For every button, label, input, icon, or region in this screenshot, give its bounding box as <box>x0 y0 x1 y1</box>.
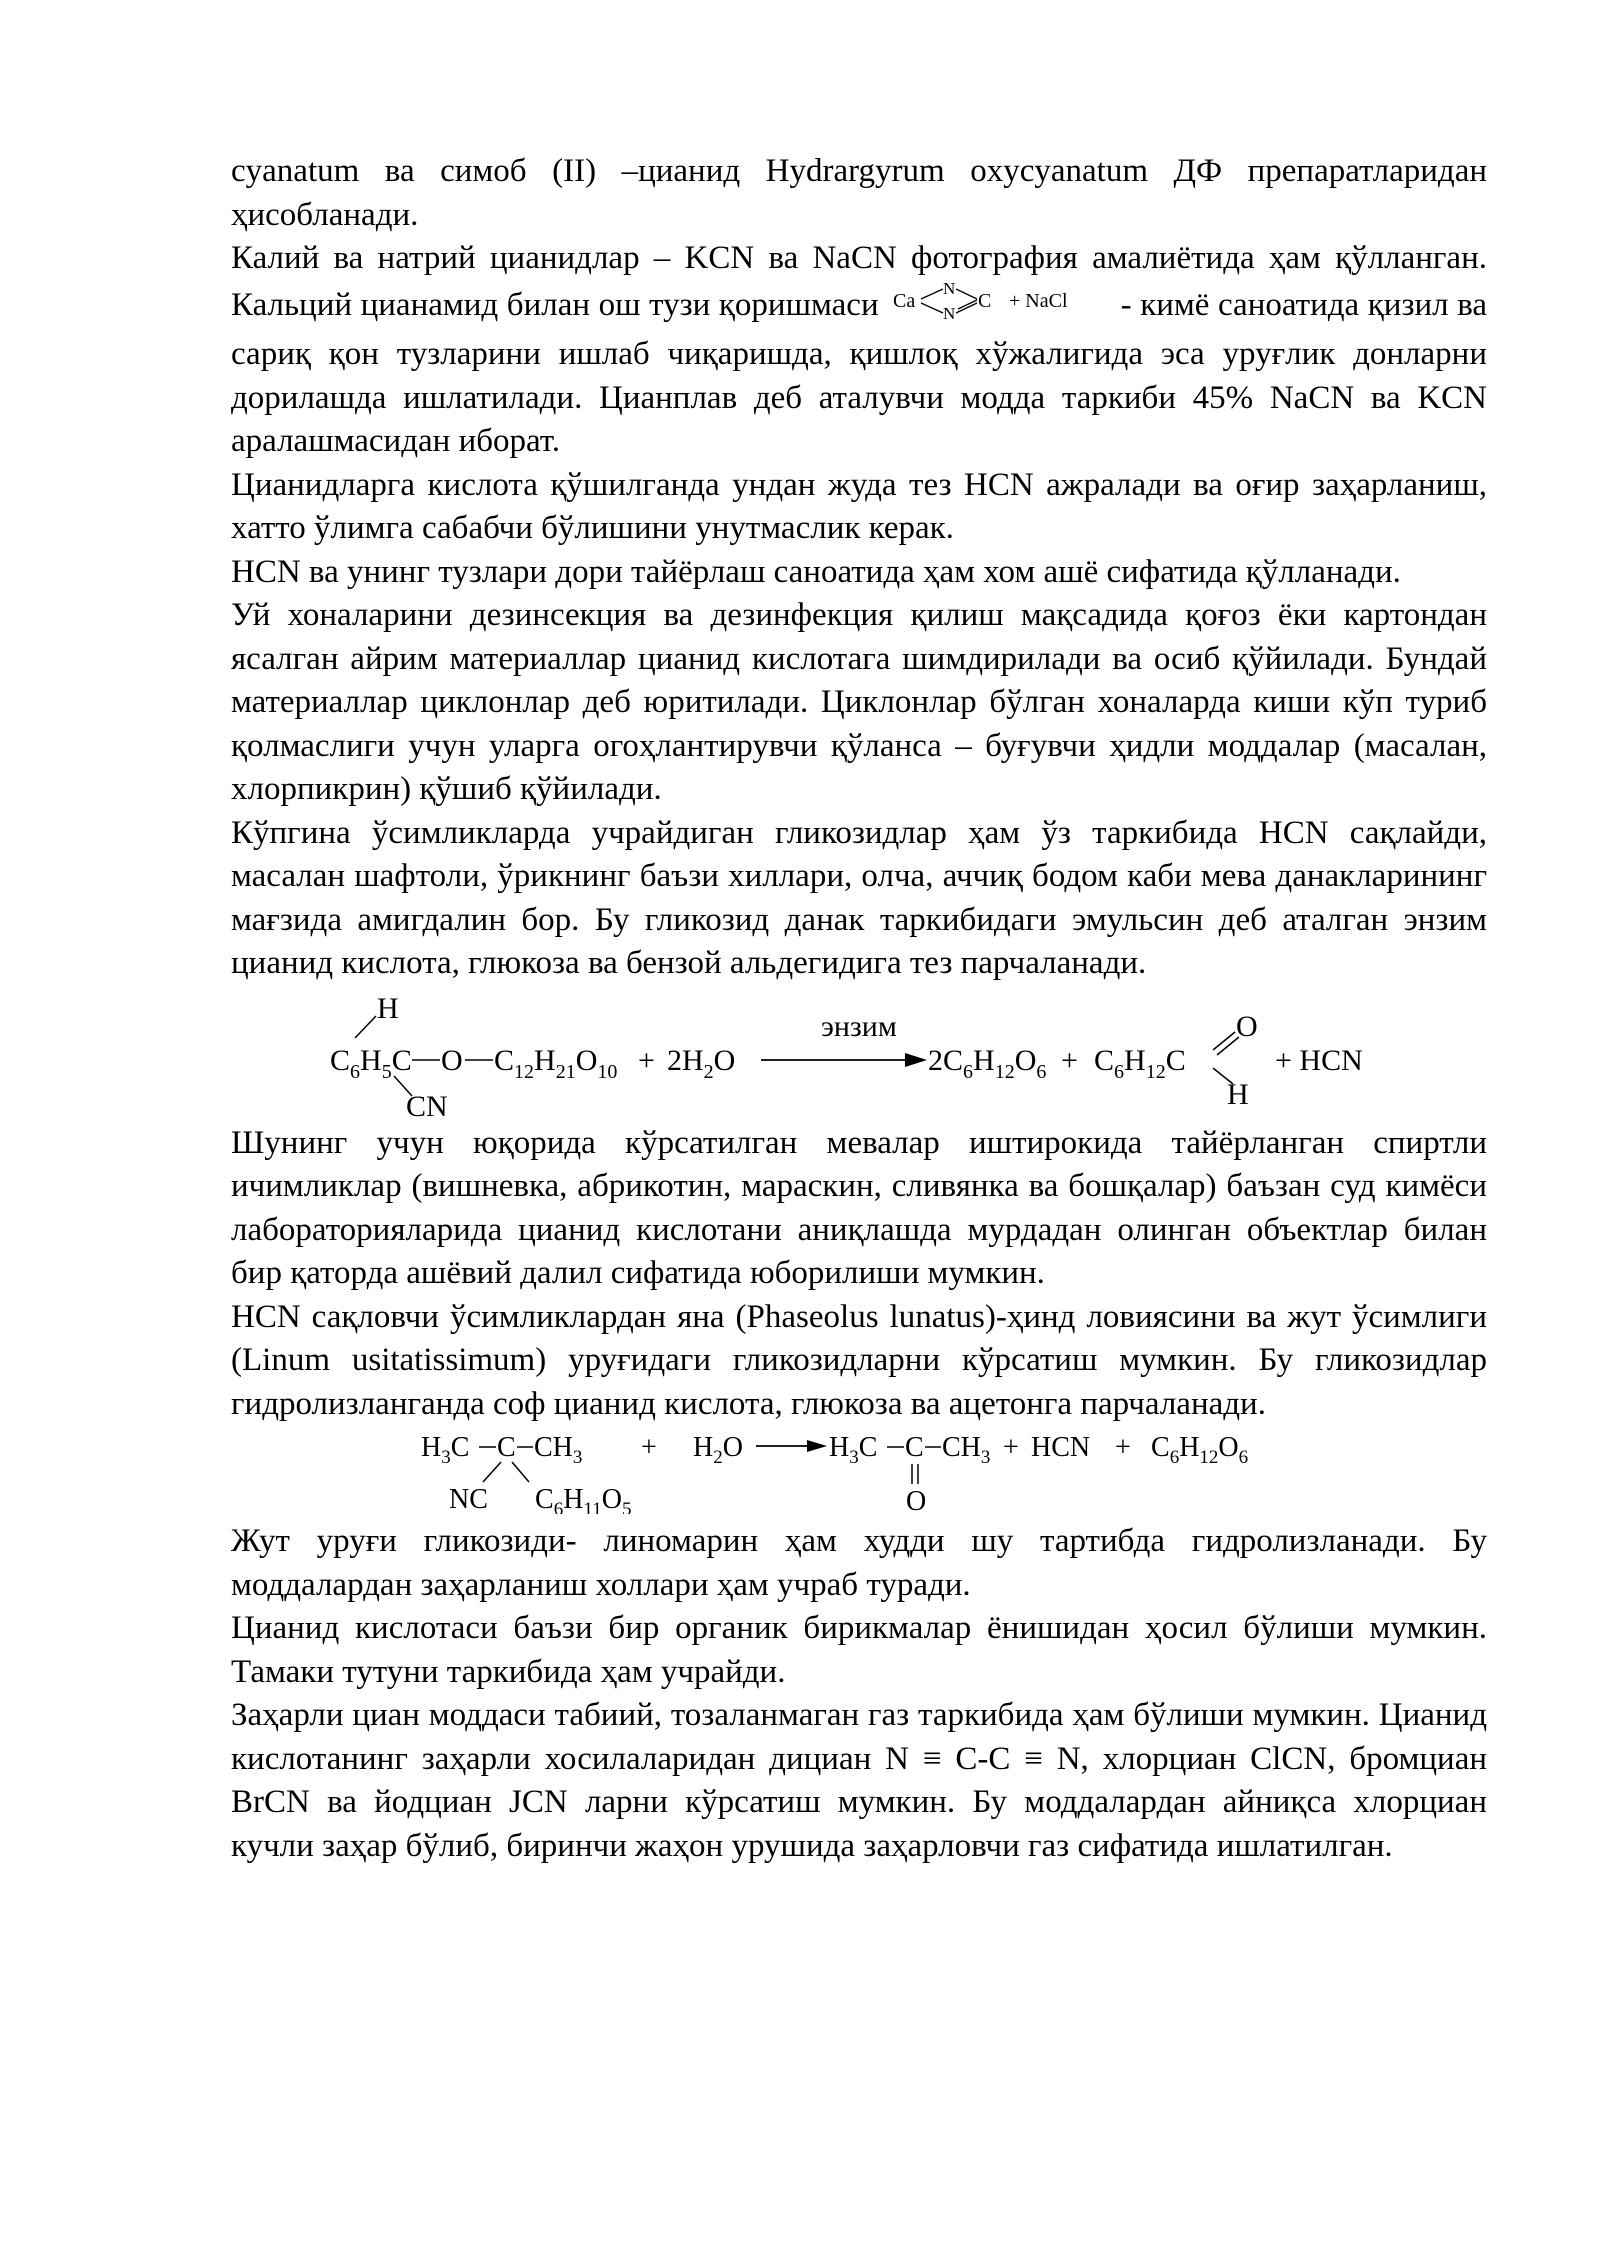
eq2-sugar-c: C <box>535 1484 554 1514</box>
eq1-water-o: O <box>713 1043 736 1077</box>
paragraph-6-text: Кўпгина ўсимликларда учрайдиган гликозидлар ҳам ўз таркибида HCN сақлайди, масалан шафтоли, ўрикнинг баъзи хиллари, олча, аччиқ бодом каби мева данакларининг мағзида амигдалин бор. Бу гликозид данак таркибидаги эмульсин деб аталган энзим цианид кислота, глюкоза ва бензой альдегидига тез парчаланади. <box>231 814 1487 981</box>
eq1-sugar-c: C <box>494 1043 515 1077</box>
eq2-p-ch3: CH <box>942 1432 981 1463</box>
paragraph-3-text: Цианидларга кислота қўшилганда ундан жуда тез HCN ажралади ва оғир заҳарланиш, хатто ўлимга сабабчи бўлишини унутмаслик керак. <box>231 466 1487 546</box>
paragraph-8-text: HCN сақловчи ўсимликлардан яна (Phaseolus lunatus)-ҳинд ловиясини ва жут ўсимлиги (Linum usitatissimum) уруғидаги гликозидларни кўрсатиш мумкин. Бу гликозидлар гидролизланганда соф цианид кислота, глюкоза ва ацетонга парчаланади. <box>231 1298 1487 1422</box>
eq2-plus2: + <box>1003 1432 1019 1463</box>
eq1-glucose-sub1: 6 <box>963 1060 974 1083</box>
eq2-h3c-sub: 3 <box>441 1447 451 1468</box>
document-body <box>231 150 1487 1868</box>
eq1-glucose-o: O <box>1014 1043 1037 1077</box>
eq1-c6h5-h: H <box>360 1043 382 1077</box>
eq2-ch3: CH <box>534 1432 573 1463</box>
eq1-ald-h-sub: 12 <box>1145 1060 1166 1083</box>
eq1-ald-h-bottom: H <box>1227 1077 1249 1111</box>
eq2-glucose-h-sub: 12 <box>1199 1447 1219 1468</box>
paragraph-1 <box>231 150 1487 237</box>
svg-text:C6H12O6 <box>1151 1432 1248 1468</box>
paragraph-7-text: Шунинг учун юқорида кўрсатилган мевалар иштирокида тайёрланган спиртли ичимликлар (вишневка, абрикотин, мараскин, сливянка ва бошқалар) баъзан суд кимёси лабораторияларида цианид кислотани аниқлашда мурдадан олинган объектлар билан бир қаторда ашёвий далил сифатида юборилиши мумкин. <box>231 1124 1487 1291</box>
paragraph-5 <box>231 594 1487 812</box>
formula-plus-nacl: + NaCl <box>1008 289 1068 312</box>
eq2-sugar-c-sub: 6 <box>553 1499 564 1514</box>
eq2-h2o-h: H <box>693 1432 714 1463</box>
eq1-enzyme-label: энзим <box>821 1009 897 1043</box>
eq1-ald-center-c: C <box>1165 1043 1186 1077</box>
eq2-h3c-h: H <box>421 1432 442 1463</box>
eq2-glucose-c: C <box>1151 1432 1170 1463</box>
eq1-h-top: H <box>377 991 399 1025</box>
formula-n-top: N <box>942 280 955 298</box>
formula-n-bottom: N <box>942 303 955 321</box>
eq1-glucose-h: H <box>973 1043 995 1077</box>
paragraph-5-text: Уй хоналарини дезинсекция ва дезинфекция қилиш мақсадида қоғоз ёки картондан ясалган айрим материаллар цианид кислотага шимдирилади ва осиб қўйилади. Бундай материаллар циклонлар деб юритилади. Циклонлар бўлган хоналарда киши кўп туриб қолмаслиги учун уларга огоҳлантирувчи қўланса – буғувчи ҳидли моддалар (масалан, хлорпикрин) қўшиб қўйилади. <box>231 597 1487 807</box>
svg-text:C6H12C <box>1094 1044 1186 1083</box>
paragraph-2-text-a: Калий ва натрий цианидлар – KCN ва NaCN фотография амалиётида ҳам қўлланган. Кальций цианамид билан ош тузи қоришмаси <box>231 240 1487 323</box>
eq2-sugar-h: H <box>563 1484 584 1514</box>
svg-text:2H2O <box>667 1044 735 1083</box>
eq1-sugar-o: O <box>575 1043 598 1077</box>
eq1-plus2: + <box>1061 1043 1078 1077</box>
eq2-center-c: C <box>497 1432 516 1463</box>
paragraph-10 <box>231 1607 1487 1694</box>
eq2-h2o-sub: 2 <box>713 1447 723 1468</box>
paragraph-2 <box>231 237 1487 464</box>
eq1-sugar-c-sub: 12 <box>514 1060 535 1083</box>
eq2-p-h3c-h: H <box>829 1432 850 1463</box>
eq2-plus3: + <box>1115 1432 1131 1463</box>
eq2-plus1: + <box>641 1432 657 1463</box>
linamarin-hydrolysis-equation <box>231 1426 1487 1514</box>
eq1-cn: CN <box>406 1089 448 1118</box>
svg-text:CH3 <box>942 1432 990 1468</box>
paragraph-9 <box>231 1520 1487 1607</box>
amygdalin-hydrolysis-equation <box>231 988 1487 1118</box>
eq2-p-center-c: C <box>905 1432 924 1463</box>
eq2-sugar-o-sub: 5 <box>621 1499 632 1514</box>
paragraph-9-text: Жут уруғи гликозиди- линомарин ҳам худди шу тартибда гидролизланади. Бу моддалардан заҳарланиш холлари ҳам учраб туради. <box>231 1523 1487 1603</box>
eq1-glucose-sub3: 6 <box>1036 1060 1047 1083</box>
eq2-glucose-h: H <box>1179 1432 1200 1463</box>
eq1-glucose-sub2: 12 <box>994 1060 1015 1083</box>
eq1-plus1: + <box>638 1043 655 1077</box>
eq2-h2o-o: O <box>722 1432 743 1463</box>
paragraph-10-text: Цианид кислотаси баъзи бир органик бирикмалар ёнишидан ҳосил бўлиши мумкин. Тамаки тутуни таркибида ҳам учрайди. <box>231 1610 1487 1690</box>
eq1-plus-hcn: + HCN <box>1275 1043 1363 1077</box>
eq2-p-h3c-c: C <box>858 1432 878 1463</box>
eq1-sugar-h-sub: 21 <box>555 1060 576 1083</box>
eq2-p-ch3-sub: 3 <box>980 1447 991 1468</box>
paragraph-4-text: HCN ва унинг тузлари дори тайёрлаш саноатида ҳам хом ашё сифатида қўлланади. <box>231 553 1401 590</box>
svg-text:C6H11O5 <box>535 1484 631 1514</box>
eq1-c-center: C <box>391 1043 412 1077</box>
eq1-water-h: 2H <box>667 1043 704 1077</box>
eq2-nc: NC <box>449 1484 488 1514</box>
calcium-cyanamide-formula <box>885 281 1115 334</box>
eq1-c6h5-sub2: 5 <box>381 1060 392 1083</box>
eq1-ald-h: H <box>1124 1043 1146 1077</box>
eq2-glucose-o: O <box>1218 1432 1239 1463</box>
eq2-hcn: HCN <box>1031 1432 1091 1463</box>
paragraph-4 <box>231 551 1487 595</box>
paragraph-6 <box>231 812 1487 986</box>
eq1-ald-o: O <box>1236 1009 1258 1043</box>
svg-text:2C6H12O6 <box>928 1044 1046 1083</box>
paragraph-1-text: cyanatum ва симоб (II) –цианид Hydrargyrum oxycyanatum ДФ препаратларидан ҳисобланади. <box>231 153 1487 233</box>
eq1-o-bridge: O <box>441 1043 463 1077</box>
paragraph-2-text-b: - кимё саноатида қизил ва сариқ қон тузларини ишлаб чиқаришда, қишлоқ хўжалигида эса уруғлик донларни дорилашда ишлатилади. Цианплав деб аталувчи модда таркиби 45% NaCN ва KCN аралашмасидан иборат. <box>231 286 1488 459</box>
paragraph-8 <box>231 1296 1487 1427</box>
paragraph-11-text: Заҳарли циан моддаси табиий, тозаланмаган газ таркибида ҳам бўлиши мумкин. Цианид кислотанинг заҳарли хосилаларидан дициан N ≡ C-C ≡ N, хлорциан ClCN, бромциан BrCN ва йодциан JCN ларни кўрсатиш мумкин. Бу моддалардан айниқса хлорциан кучли заҳар бўлиб, биринчи жаҳон урушида заҳарловчи газ сифатида ишлатилган. <box>231 1697 1487 1864</box>
eq2-ch3-sub: 3 <box>572 1447 583 1468</box>
eq1-water-sub: 2 <box>703 1060 714 1083</box>
eq2-glucose-c-sub: 6 <box>1169 1447 1180 1468</box>
paragraph-11 <box>231 1694 1487 1868</box>
eq1-c6h5-sub1: 6 <box>350 1060 361 1083</box>
eq2-ketone-o: O <box>906 1486 927 1514</box>
svg-text:H3C <box>421 1432 469 1468</box>
paragraph-3 <box>231 464 1487 551</box>
svg-text:H2O <box>693 1432 743 1468</box>
eq1-c6h5-c: C <box>330 1043 351 1077</box>
eq1-glucose-c: 2C <box>928 1043 964 1077</box>
formula-ca: Ca <box>892 289 915 312</box>
eq1-ald-c: C <box>1094 1043 1115 1077</box>
formula-c: C <box>977 289 991 312</box>
eq2-sugar-o: O <box>601 1484 622 1514</box>
svg-text:C6H5C <box>330 1044 412 1083</box>
svg-text:H3C <box>829 1432 877 1468</box>
svg-text:C12H21O10 <box>494 1044 617 1083</box>
eq2-p-h3c-sub: 3 <box>849 1447 859 1468</box>
eq1-ald-c-sub: 6 <box>1114 1060 1125 1083</box>
svg-text:CH3 <box>534 1432 582 1468</box>
eq2-h3c-c: C <box>450 1432 470 1463</box>
eq2-sugar-h-sub: 11 <box>583 1499 602 1514</box>
eq1-sugar-o-sub: 10 <box>597 1060 618 1083</box>
eq1-sugar-h: H <box>534 1043 556 1077</box>
paragraph-7 <box>231 1122 1487 1296</box>
eq2-glucose-o-sub: 6 <box>1238 1447 1249 1468</box>
